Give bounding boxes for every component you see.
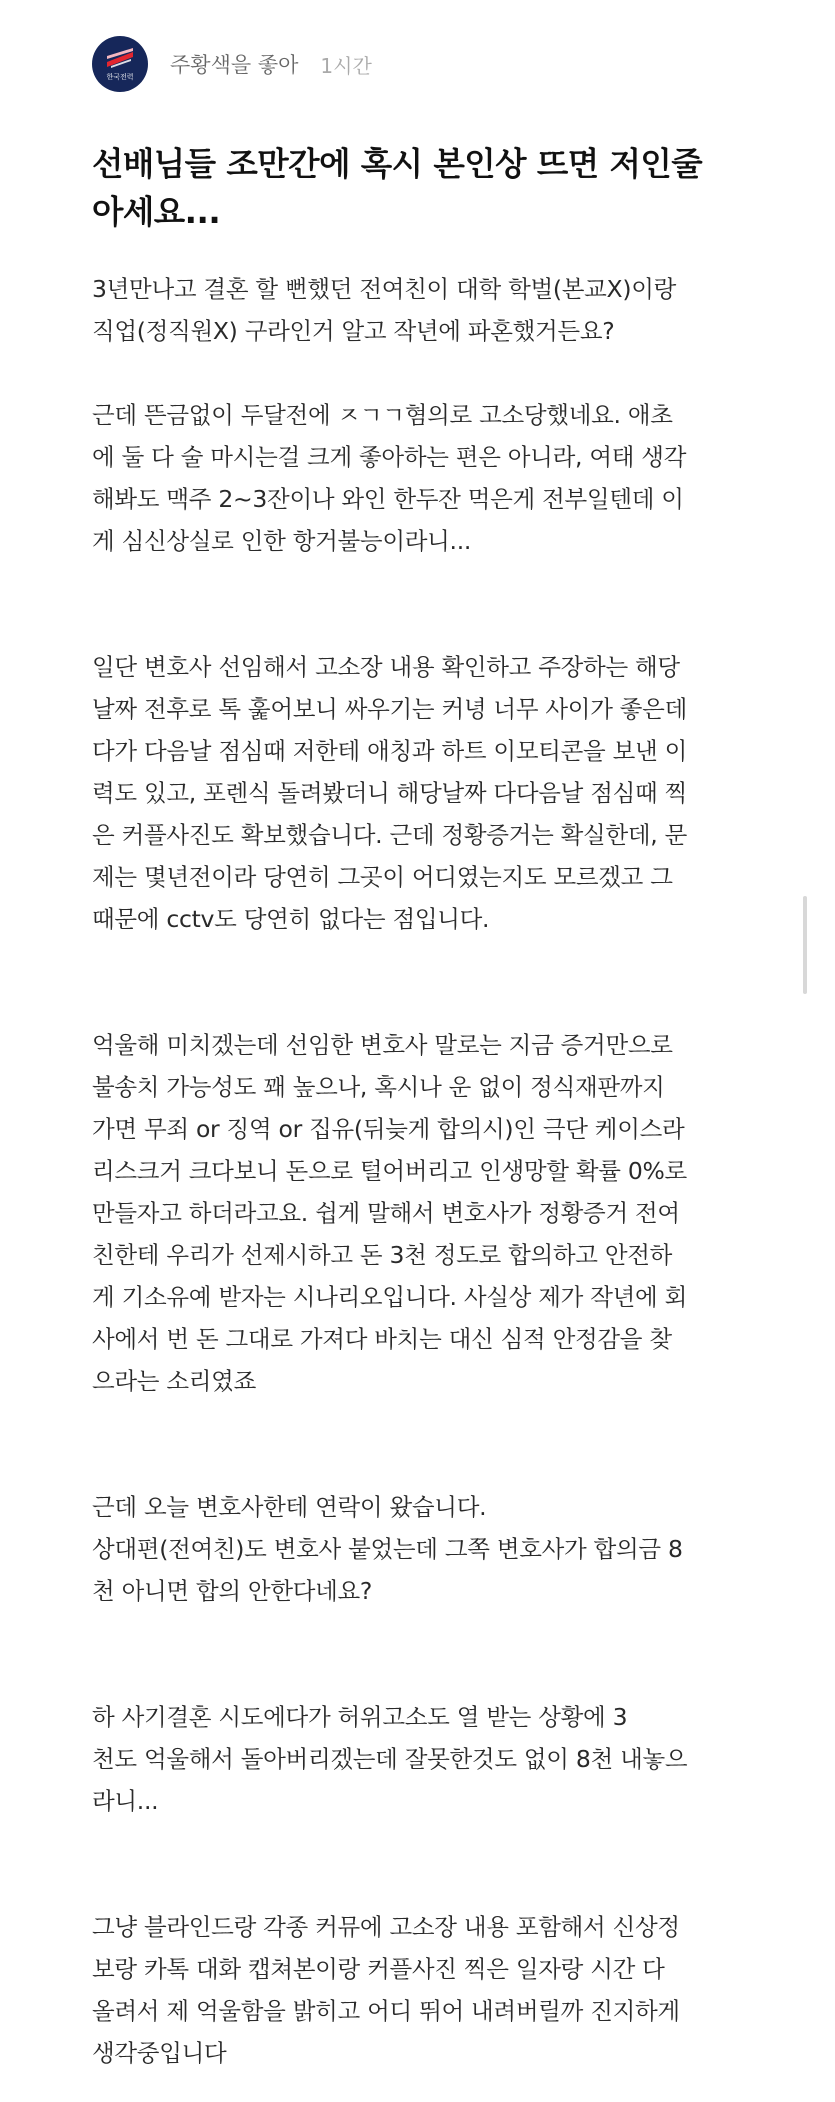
scrollbar[interactable] [803, 896, 807, 994]
body-text-line: 근데 오늘 변호사한테 연락이 왔습니다. [92, 1493, 487, 1521]
paragraph-gap [92, 604, 812, 646]
body-text-line: 올려서 제 억울함을 밝히고 어디 뛰어 내려버릴까 진지하게 [92, 1997, 680, 2025]
body-text-line: 상대편(전여친)도 변호사 붙었는데 그쪽 변호사가 합의금 8 [92, 1535, 683, 1563]
body-text-line: 천 아니면 합의 안한다네요? [92, 1577, 373, 1605]
post-title-line: 선배님들 조만간에 혹시 본인상 뜨면 저인줄 [92, 145, 703, 183]
body-text-line: 제는 몇년전이라 당연히 그곳이 어디였는지도 모르겠고 그 [92, 863, 673, 891]
paragraph-gap [92, 1864, 812, 1906]
body-text-line: 은 커플사진도 확보했습니다. 근데 정황증거는 확실한데, 문 [92, 821, 687, 849]
body-text-line: 그냥 블라인드랑 각종 커뮤에 고소장 내용 포함해서 신상정 [92, 1913, 680, 1941]
body-text-line: 만들자고 하더라고요. 쉽게 말해서 변호사가 정황증거 전여 [92, 1199, 680, 1227]
body-text-line: 력도 있고, 포렌식 돌려봤더니 해당날짜 다다음날 점심때 찍 [92, 779, 687, 807]
body-text-line: 다가 다음날 점심때 저한테 애칭과 하트 이모티콘을 보낸 이 [92, 737, 687, 765]
body-text-line: 에 둘 다 술 마시는걸 크게 좋아하는 편은 아니라, 여태 생각 [92, 443, 687, 471]
body-text-line: 근데 뜬금없이 두달전에 ㅈㄱㄱ혐의로 고소당했네요. 애초 [92, 401, 673, 429]
body-text-line: 게 심신상실로 인한 항거불능이라니... [92, 527, 472, 555]
body-text-line: 3년만나고 결혼 할 뻔했던 전여친이 대학 학벌(본교X)이랑 [92, 275, 677, 303]
body-text-line: 보랑 카톡 대화 캡쳐본이랑 커플사진 찍은 일자랑 시간 다 [92, 1955, 665, 1983]
paragraph-gap [92, 1402, 812, 1444]
paragraph-gap [92, 940, 812, 982]
paragraph-gap [92, 562, 812, 604]
body-text-line: 사에서 번 돈 그대로 가져다 바치는 대신 심적 안정감을 찾 [92, 1325, 672, 1353]
body-text-line: 생각중입니다 [92, 2039, 227, 2067]
body-text-line: 으라는 소리였죠 [92, 1367, 256, 1395]
body-text-line: 리스크거 크다보니 돈으로 털어버리고 인생망할 확률 0%로 [92, 1157, 687, 1185]
body-text-line: 하 사기결혼 시도에다가 허위고소도 열 받는 상황에 3 [92, 1703, 628, 1731]
body-text-line: 게 기소유예 받자는 시나리오입니다. 사실상 제가 작년에 회 [92, 1283, 687, 1311]
body-text-line: 천도 억울해서 돌아버리겠는데 잘못한것도 없이 8천 내놓으 [92, 1745, 688, 1773]
paragraph-gap [92, 982, 812, 1024]
paragraph-gap [92, 1444, 812, 1486]
author-name[interactable]: 주황색을 좋아 [170, 53, 299, 77]
post-body [92, 268, 812, 2074]
body-text-line: 라니... [92, 1787, 159, 1815]
post-time: 1시간 [320, 53, 372, 78]
paragraph-gap [92, 1612, 812, 1654]
body-text-line: 일단 변호사 선임해서 고소장 내용 확인하고 주장하는 해당 [92, 653, 680, 681]
body-text-line: 날짜 전후로 톡 훑어보니 싸우기는 커녕 너무 사이가 좋은데 [92, 695, 687, 723]
post-title [92, 140, 812, 236]
body-text-line: 불송치 가능성도 꽤 높으나, 혹시나 운 없이 정식재판까지 [92, 1073, 665, 1101]
body-text-line: 때문에 cctv도 당연히 없다는 점입니다. [92, 905, 490, 933]
post-title-line: 아세요... [92, 193, 221, 231]
post-header [92, 36, 372, 92]
paragraph-gap [92, 352, 812, 394]
body-text-line: 직업(정직원X) 구라인거 알고 작년에 파혼했거든요? [92, 317, 615, 345]
body-text-line: 가면 무죄 or 징역 or 집유(뒤늦게 합의시)인 극단 케이스라 [92, 1115, 685, 1143]
body-text-line: 억울해 미치겠는데 선임한 변호사 말로는 지금 증거만으로 [92, 1031, 673, 1059]
avatar[interactable] [92, 36, 148, 92]
avatar-logo-text: 한국전력 [106, 73, 134, 81]
body-text-line: 해봐도 맥주 2~3잔이나 와인 한두잔 먹은게 전부일텐데 이 [92, 485, 684, 513]
body-text-line: 친한테 우리가 선제시하고 돈 3천 정도로 합의하고 안전하 [92, 1241, 673, 1269]
kepco-logo-icon [105, 47, 135, 69]
paragraph-gap [92, 1654, 812, 1696]
paragraph-gap [92, 1822, 812, 1864]
